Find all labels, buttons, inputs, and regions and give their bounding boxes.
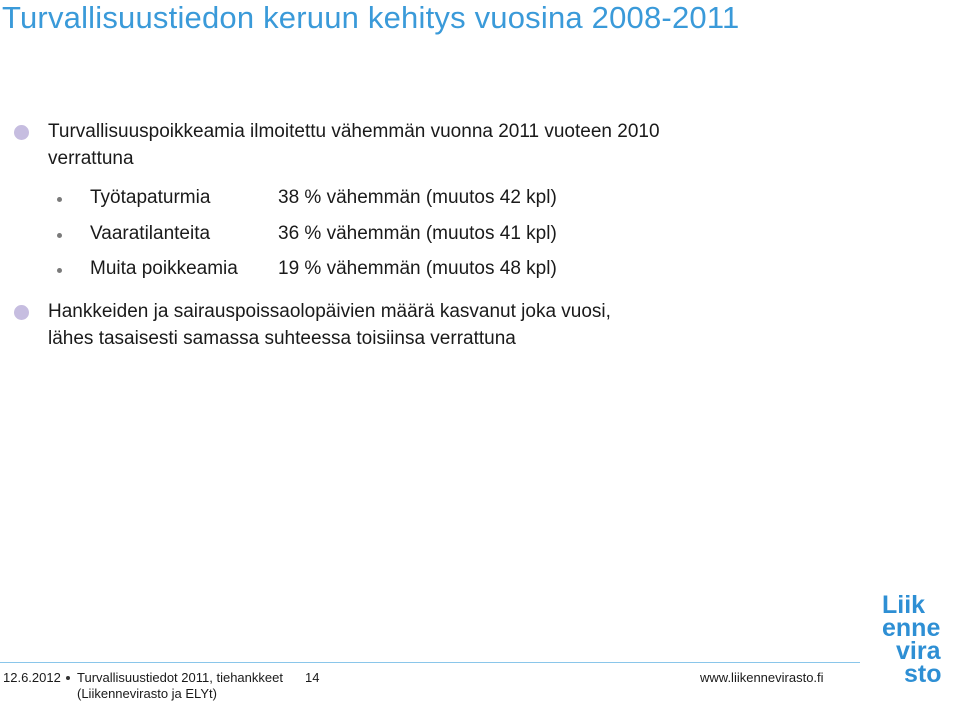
sub-bullet-dot: [57, 268, 62, 273]
sub-bullet-dot: [57, 233, 62, 238]
footer-bullet: [66, 676, 70, 680]
liikennevirasto-logo: [880, 592, 960, 692]
logo-text: vira: [896, 637, 941, 665]
logo-text: enne: [882, 614, 941, 642]
sub-bullet-dot: [57, 197, 62, 202]
footer-url: www.liikennevirasto.fi: [700, 670, 824, 685]
sub-item-label: Vaaratilanteita: [90, 223, 211, 244]
footer-date: 12.6.2012: [3, 670, 61, 685]
sub-item-3: [90, 258, 557, 280]
sub-item-1: [90, 187, 557, 209]
footer-source-line-1: Turvallisuustiedot 2011, tiehankkeet: [77, 670, 283, 685]
bullet-2-line-1: Hankkeiden ja sairauspoissaolopäivien määrä kasvanut joka vuosi,: [48, 301, 611, 322]
sub-item-text: 36 % vähemmän (muutos 41 kpl): [278, 223, 557, 244]
bullet-dot: [14, 305, 29, 320]
sub-item-label: Työtapaturmia: [90, 187, 211, 208]
slide-title: Turvallisuustiedon keruun kehitys vuosina 2008-2011: [2, 0, 740, 35]
bullet-2-line-2: lähes tasaisesti samassa suhteessa toisiinsa verrattuna: [48, 328, 516, 349]
page-number: 14: [305, 670, 320, 685]
sub-item-2: [90, 223, 557, 245]
logo-text: Liik: [882, 592, 926, 619]
sub-item-label: Muita poikkeamia: [90, 258, 238, 279]
bullet-1-line-2: verrattuna: [48, 148, 134, 169]
sub-item-text: 38 % vähemmän (muutos 42 kpl): [278, 187, 557, 208]
bullet-1-line-1: Turvallisuuspoikkeamia ilmoitettu vähemmän vuonna 2011 vuoteen 2010: [48, 121, 660, 142]
footer-divider: [0, 662, 860, 663]
bullet-dot: [14, 125, 29, 140]
logo-text: sto: [904, 660, 942, 688]
sub-item-text: 19 % vähemmän (muutos 48 kpl): [278, 258, 557, 279]
footer-source-line-2: (Liikennevirasto ja ELYt): [77, 686, 217, 701]
